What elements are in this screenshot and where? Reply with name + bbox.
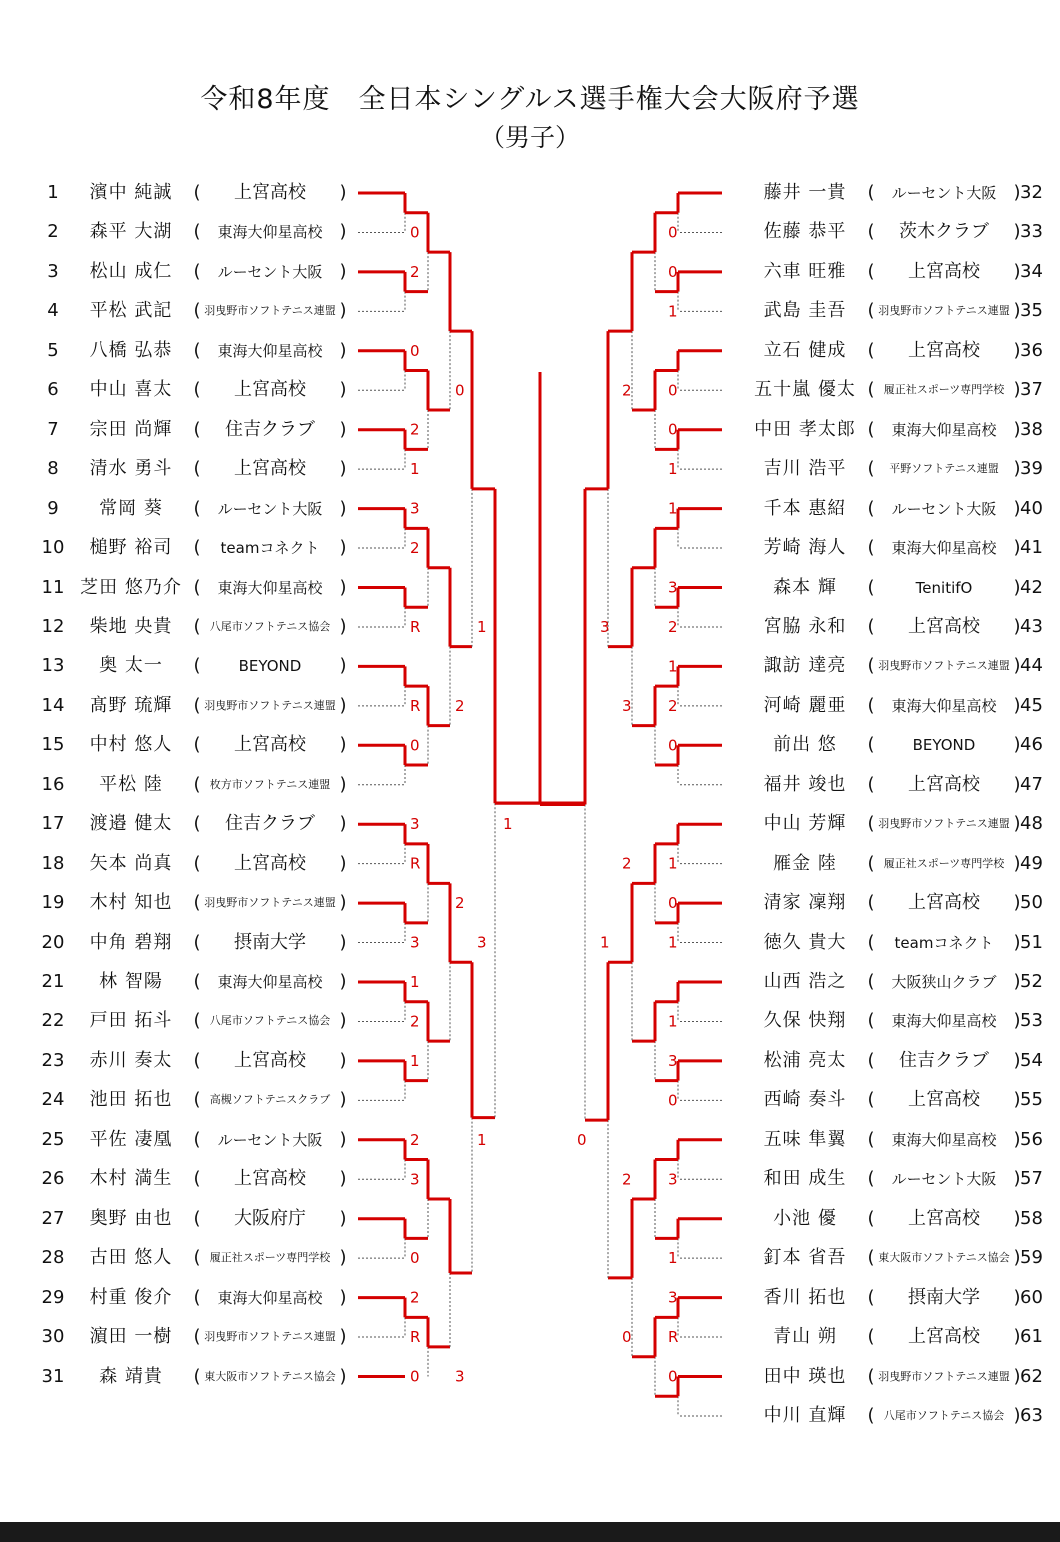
player-affiliation: ( 八尾市ソフトテニス協会 )	[193, 615, 347, 637]
match-score: 1	[668, 460, 678, 479]
match-score: 3	[668, 1288, 678, 1307]
seed-number: 55	[1020, 1089, 1043, 1111]
match-score: 0	[668, 736, 678, 755]
player-affiliation: ( 上宮高校 )	[193, 182, 347, 203]
seed-number: 33	[1020, 221, 1043, 243]
player-name: 千本 惠紹	[763, 497, 847, 519]
seed-number: 49	[1020, 852, 1043, 874]
player-name: 奥野 由也	[89, 1207, 173, 1229]
player-name: 吉川 浩平	[763, 458, 847, 480]
player-name: 山西 浩之	[763, 971, 847, 992]
player-name: 五味 隼翼	[763, 1128, 847, 1150]
seed-number: 43	[1020, 615, 1043, 637]
player-affiliation: ( 上宮高校 )	[867, 1089, 1021, 1111]
player-name: 中角 碧翔	[89, 931, 173, 953]
player-affiliation: ( ルーセント大阪 )	[193, 260, 347, 282]
seed-number: 4	[47, 300, 59, 322]
player-name: 木村 知也	[89, 892, 173, 914]
player-affiliation: ( 東海大仰星高校 )	[867, 1010, 1021, 1032]
player-name: 六車 旺雅	[763, 260, 847, 282]
seed-number: 59	[1020, 1247, 1043, 1269]
player-name: 清水 勇斗	[89, 458, 173, 480]
match-score: 1	[503, 815, 513, 834]
match-score: 1	[668, 854, 678, 873]
page-subtitle: （男子）	[479, 123, 580, 152]
match-score: 2	[622, 381, 632, 400]
match-score: 0	[455, 381, 465, 400]
match-score: 3	[410, 499, 420, 518]
player-name: 立石 健成	[763, 339, 847, 361]
player-name: 香川 拓也	[763, 1286, 847, 1308]
player-affiliation: ( teamコネクト )	[193, 537, 347, 559]
match-score: 3	[622, 696, 632, 715]
player-name: 五十嵐 優太	[754, 379, 856, 401]
page-title: 令和8年度 全日本シングルス選手権大会大阪府予選	[200, 84, 860, 115]
seed-number: 26	[41, 1168, 65, 1190]
match-score: 3	[410, 1170, 420, 1189]
seed-number: 19	[41, 892, 65, 914]
player-name: 河崎 麗亜	[763, 694, 847, 716]
seed-number: 30	[41, 1326, 65, 1348]
seed-number: 57	[1020, 1168, 1043, 1190]
player-name: 宮脇 永和	[763, 615, 847, 637]
seed-number: 40	[1020, 497, 1043, 519]
player-name: 雁金 陸	[773, 852, 837, 874]
seed-number: 34	[1020, 260, 1043, 282]
match-score: 1	[668, 1012, 678, 1031]
seed-number: 41	[1020, 537, 1043, 559]
seed-number: 23	[41, 1049, 65, 1071]
player-name: 宗田 尚輝	[89, 418, 173, 440]
seed-number: 47	[1020, 773, 1043, 795]
seed-number: 8	[47, 458, 59, 480]
match-score: 2	[668, 617, 678, 636]
player-name: 森平 大湖	[89, 221, 173, 243]
seed-number: 31	[41, 1365, 65, 1387]
player-name: 諏訪 達亮	[763, 655, 847, 677]
player-affiliation: ( 上宮高校 )	[193, 1049, 347, 1071]
player-affiliation: ( ルーセント大阪 )	[867, 1168, 1021, 1190]
seed-number: 7	[47, 418, 59, 440]
seed-number: 52	[1020, 971, 1043, 992]
match-score: 3	[477, 933, 487, 952]
player-affiliation: ( 東海大仰星高校 )	[867, 537, 1021, 559]
seed-number: 27	[41, 1207, 65, 1229]
match-score: 0	[410, 1367, 420, 1386]
player-name: 清家 凜翔	[763, 892, 847, 914]
player-name: 赤川 奏太	[89, 1049, 173, 1071]
match-score: 0	[668, 894, 678, 913]
match-score: R	[410, 854, 421, 873]
match-score: R	[668, 1328, 679, 1347]
match-score: 3	[668, 1051, 678, 1070]
player-affiliation: ( 住吉クラブ )	[193, 813, 347, 835]
match-score: 0	[668, 1091, 678, 1110]
match-score: 3	[410, 933, 420, 952]
seed-number: 29	[41, 1286, 65, 1308]
match-score: 3	[668, 1170, 678, 1189]
match-score: 3	[668, 578, 678, 597]
player-name: 木村 満生	[89, 1168, 173, 1190]
player-name: 青山 朔	[773, 1326, 837, 1348]
player-affiliation: ( 上宮高校 )	[867, 892, 1021, 914]
match-score: 2	[622, 1170, 632, 1189]
player-affiliation: ( 東海大仰星高校 )	[193, 339, 347, 361]
match-score: 0	[668, 223, 678, 242]
player-name: 田中 瑛也	[763, 1365, 847, 1387]
player-affiliation: ( 履正社スポーツ専門学校 )	[193, 1247, 347, 1269]
player-affiliation: ( 東海大仰星高校 )	[867, 418, 1021, 440]
player-name: 中田 孝太郎	[754, 418, 856, 440]
player-name: 池田 拓也	[89, 1089, 173, 1111]
player-name: 濱中 純誠	[89, 182, 173, 203]
seed-number: 3	[47, 260, 59, 282]
seed-number: 15	[41, 734, 65, 756]
player-name: 平松 陸	[99, 773, 163, 795]
match-score: 1	[477, 617, 487, 636]
player-affiliation: ( 東海大仰星高校 )	[193, 221, 347, 243]
match-score: 2	[410, 539, 420, 558]
match-score: 3	[600, 617, 610, 636]
player-name: 藤井 一貴	[763, 182, 847, 203]
player-name: 福井 竣也	[763, 773, 847, 795]
seed-number: 32	[1020, 182, 1043, 203]
seed-number: 21	[41, 971, 65, 992]
player-name: 和田 成生	[763, 1168, 847, 1190]
player-affiliation: ( ルーセント大阪 )	[193, 497, 347, 519]
match-score: 1	[600, 933, 610, 952]
match-score: 0	[668, 1367, 678, 1386]
player-affiliation: ( 八尾市ソフトテニス協会 )	[867, 1404, 1021, 1426]
match-score: 2	[410, 1130, 420, 1149]
player-name: 平佐 凄凰	[89, 1128, 173, 1150]
player-name: 髙野 琉輝	[89, 694, 173, 716]
player-name: 林 智陽	[99, 971, 163, 992]
seed-number: 63	[1020, 1404, 1043, 1426]
match-score: R	[410, 1328, 421, 1347]
seed-number: 62	[1020, 1365, 1043, 1387]
match-score: 1	[477, 1130, 487, 1149]
match-score: 3	[410, 815, 420, 834]
seed-number: 44	[1020, 655, 1043, 677]
match-score: R	[410, 617, 421, 636]
player-name: 村重 俊介	[89, 1286, 173, 1308]
player-name: 矢本 尚真	[89, 852, 173, 874]
player-affiliation: ( 住吉クラブ )	[193, 418, 347, 440]
match-score: 1	[668, 499, 678, 518]
match-score: 1	[668, 1249, 678, 1268]
player-affiliation: ( ルーセント大阪 )	[867, 182, 1021, 203]
player-name: 平松 武記	[89, 300, 173, 322]
player-affiliation: ( teamコネクト )	[867, 931, 1021, 953]
player-name: 小池 優	[773, 1207, 837, 1229]
player-name: 濵田 一樹	[89, 1326, 173, 1348]
match-score: 0	[410, 341, 420, 360]
match-score: 1	[410, 1051, 420, 1070]
player-affiliation: ( 住吉クラブ )	[867, 1049, 1021, 1071]
player-affiliation: ( 茨木クラブ )	[867, 221, 1021, 243]
player-affiliation: ( 上宮高校 )	[867, 1326, 1021, 1348]
match-score: 2	[410, 1012, 420, 1031]
player-affiliation: ( 羽曳野市ソフトテニス連盟 )	[867, 300, 1021, 322]
player-name: 中村 悠人	[89, 734, 173, 756]
player-affiliation: ( 大阪狭山クラブ )	[867, 971, 1021, 992]
seed-number: 6	[47, 379, 59, 401]
player-affiliation: ( 東大阪市ソフトテニス協会 )	[867, 1247, 1021, 1269]
seed-number: 11	[41, 576, 65, 598]
player-affiliation: ( 摂南大学 )	[193, 931, 347, 953]
match-score: 0	[668, 420, 678, 439]
player-name: 戸田 拓斗	[89, 1010, 173, 1032]
player-affiliation: ( 東海大仰星高校 )	[867, 694, 1021, 716]
player-affiliation: ( BEYOND )	[193, 655, 347, 677]
player-affiliation: ( 高槻ソフトテニスクラブ )	[193, 1089, 347, 1111]
seed-number: 54	[1020, 1049, 1043, 1071]
seed-number: 53	[1020, 1010, 1043, 1032]
player-affiliation: ( 上宮高校 )	[867, 615, 1021, 637]
seed-number: 58	[1020, 1207, 1043, 1229]
seed-number: 1	[47, 182, 59, 203]
player-affiliation: ( 羽曳野市ソフトテニス連盟 )	[867, 1365, 1021, 1387]
match-score: 0	[410, 736, 420, 755]
player-affiliation: ( 大阪府庁 )	[193, 1207, 347, 1229]
player-affiliation: ( 上宮高校 )	[867, 1207, 1021, 1229]
player-affiliation: ( ルーセント大阪 )	[193, 1128, 347, 1150]
match-score: 0	[622, 1328, 632, 1347]
player-name: 槌野 裕司	[89, 537, 173, 559]
seed-number: 60	[1020, 1286, 1043, 1308]
player-name: 徳久 貴大	[763, 931, 847, 953]
player-affiliation: ( 上宮高校 )	[193, 379, 347, 401]
player-affiliation: ( 上宮高校 )	[193, 734, 347, 756]
match-score: 1	[410, 460, 420, 479]
player-affiliation: ( 羽曳野市ソフトテニス連盟 )	[867, 655, 1021, 677]
player-name: 中山 芳輝	[763, 813, 847, 835]
seed-number: 28	[41, 1247, 65, 1269]
player-name: 渡邉 健太	[89, 813, 173, 835]
seed-number: 48	[1020, 813, 1043, 835]
player-affiliation: ( 履正社スポーツ専門学校 )	[867, 852, 1021, 874]
seed-number: 2	[47, 221, 59, 243]
match-score: 0	[668, 262, 678, 281]
player-name: 奥 太一	[99, 655, 163, 677]
player-affiliation: ( 東海大仰星高校 )	[193, 576, 347, 598]
match-score: 2	[622, 854, 632, 873]
seed-number: 35	[1020, 300, 1043, 322]
seed-number: 5	[47, 339, 59, 361]
player-affiliation: ( BEYOND )	[867, 734, 1021, 756]
seed-number: 25	[41, 1128, 65, 1150]
player-name: 芝田 悠乃介	[80, 576, 182, 598]
match-score: 0	[410, 1249, 420, 1268]
player-affiliation: ( 東海大仰星高校 )	[193, 971, 347, 992]
match-score: 2	[410, 1288, 420, 1307]
player-affiliation: ( 枚方市ソフトテニス連盟 )	[193, 773, 347, 795]
player-affiliation: ( 上宮高校 )	[867, 773, 1021, 795]
player-name: 久保 快翔	[763, 1010, 847, 1032]
player-name: 柴地 央貴	[89, 615, 173, 637]
seed-number: 37	[1020, 379, 1043, 401]
player-name: 武島 圭吾	[763, 300, 847, 322]
player-affiliation: ( 平野ソフトテニス連盟 )	[867, 458, 1021, 480]
match-score: 2	[410, 262, 420, 281]
match-score: 1	[410, 973, 420, 991]
match-score: R	[410, 696, 421, 715]
seed-number: 45	[1020, 694, 1043, 716]
player-affiliation: ( 東海大仰星高校 )	[193, 1286, 347, 1308]
seed-number: 50	[1020, 892, 1043, 914]
seed-number: 51	[1020, 931, 1043, 953]
player-affiliation: ( 羽曳野市ソフトテニス連盟 )	[193, 1326, 347, 1348]
player-affiliation: ( 羽曳野市ソフトテニス連盟 )	[193, 892, 347, 914]
player-name: 佐藤 恭平	[763, 221, 847, 243]
match-score: 0	[577, 1130, 587, 1149]
seed-number: 61	[1020, 1326, 1043, 1348]
seed-number: 13	[41, 655, 65, 677]
player-affiliation: ( 上宮高校 )	[867, 339, 1021, 361]
player-affiliation: ( 上宮高校 )	[193, 1168, 347, 1190]
seed-number: 42	[1020, 576, 1043, 598]
seed-number: 16	[41, 773, 65, 795]
seed-number: 10	[41, 537, 65, 559]
seed-number: 9	[47, 497, 59, 519]
player-name: 釘本 省吾	[763, 1247, 847, 1269]
player-affiliation: ( 履正社スポーツ専門学校 )	[867, 379, 1021, 401]
seed-number: 22	[41, 1010, 65, 1032]
seed-number: 12	[41, 615, 65, 637]
player-affiliation: ( 八尾市ソフトテニス協会 )	[193, 1010, 347, 1032]
player-affiliation: ( 羽曳野市ソフトテニス連盟 )	[867, 813, 1021, 835]
match-score: 0	[668, 381, 678, 400]
seed-number: 18	[41, 852, 65, 874]
seed-number: 38	[1020, 418, 1043, 440]
match-score: 1	[668, 657, 678, 676]
player-affiliation: ( 東大阪市ソフトテニス協会 )	[193, 1365, 347, 1387]
seed-number: 46	[1020, 734, 1043, 756]
match-score: 3	[455, 1367, 465, 1386]
seed-number: 56	[1020, 1128, 1043, 1150]
player-name: 西崎 奏斗	[763, 1089, 847, 1111]
player-name: 常岡 葵	[99, 497, 163, 519]
player-affiliation: ( 羽曳野市ソフトテニス連盟 )	[193, 694, 347, 716]
player-affiliation: ( ルーセント大阪 )	[867, 497, 1021, 519]
player-affiliation: ( 摂南大学 )	[867, 1286, 1021, 1308]
match-score: 2	[668, 696, 678, 715]
match-score: 1	[668, 302, 678, 321]
player-name: 古田 悠人	[89, 1247, 173, 1269]
player-name: 森 靖貴	[99, 1365, 163, 1387]
player-name: 松山 成仁	[89, 260, 173, 282]
player-name: 中山 喜太	[89, 379, 173, 401]
match-score: 0	[410, 223, 420, 242]
player-name: 森本 輝	[773, 576, 837, 598]
player-affiliation: ( 東海大仰星高校 )	[867, 1128, 1021, 1150]
seed-number: 24	[41, 1089, 65, 1111]
match-score: 2	[410, 420, 420, 439]
player-affiliation: ( TenitifO )	[867, 576, 1021, 598]
player-name: 前出 悠	[773, 734, 837, 756]
seed-number: 17	[41, 813, 65, 835]
player-name: 芳崎 海人	[763, 537, 847, 559]
player-affiliation: ( 上宮高校 )	[193, 458, 347, 480]
player-affiliation: ( 上宮高校 )	[193, 852, 347, 874]
player-name: 中川 直輝	[763, 1404, 847, 1426]
player-name: 松浦 亮太	[763, 1049, 847, 1071]
seed-number: 36	[1020, 339, 1043, 361]
seed-number: 20	[41, 931, 65, 953]
player-affiliation: ( 羽曳野市ソフトテニス連盟 )	[193, 300, 347, 322]
player-affiliation: ( 上宮高校 )	[867, 260, 1021, 282]
match-score: 1	[668, 933, 678, 952]
match-score: 2	[455, 894, 465, 913]
player-name: 八橋 弘恭	[89, 339, 173, 361]
seed-number: 39	[1020, 458, 1043, 480]
match-score: 2	[455, 696, 465, 715]
seed-number: 14	[41, 694, 65, 716]
bottom-bar	[0, 1522, 1060, 1542]
